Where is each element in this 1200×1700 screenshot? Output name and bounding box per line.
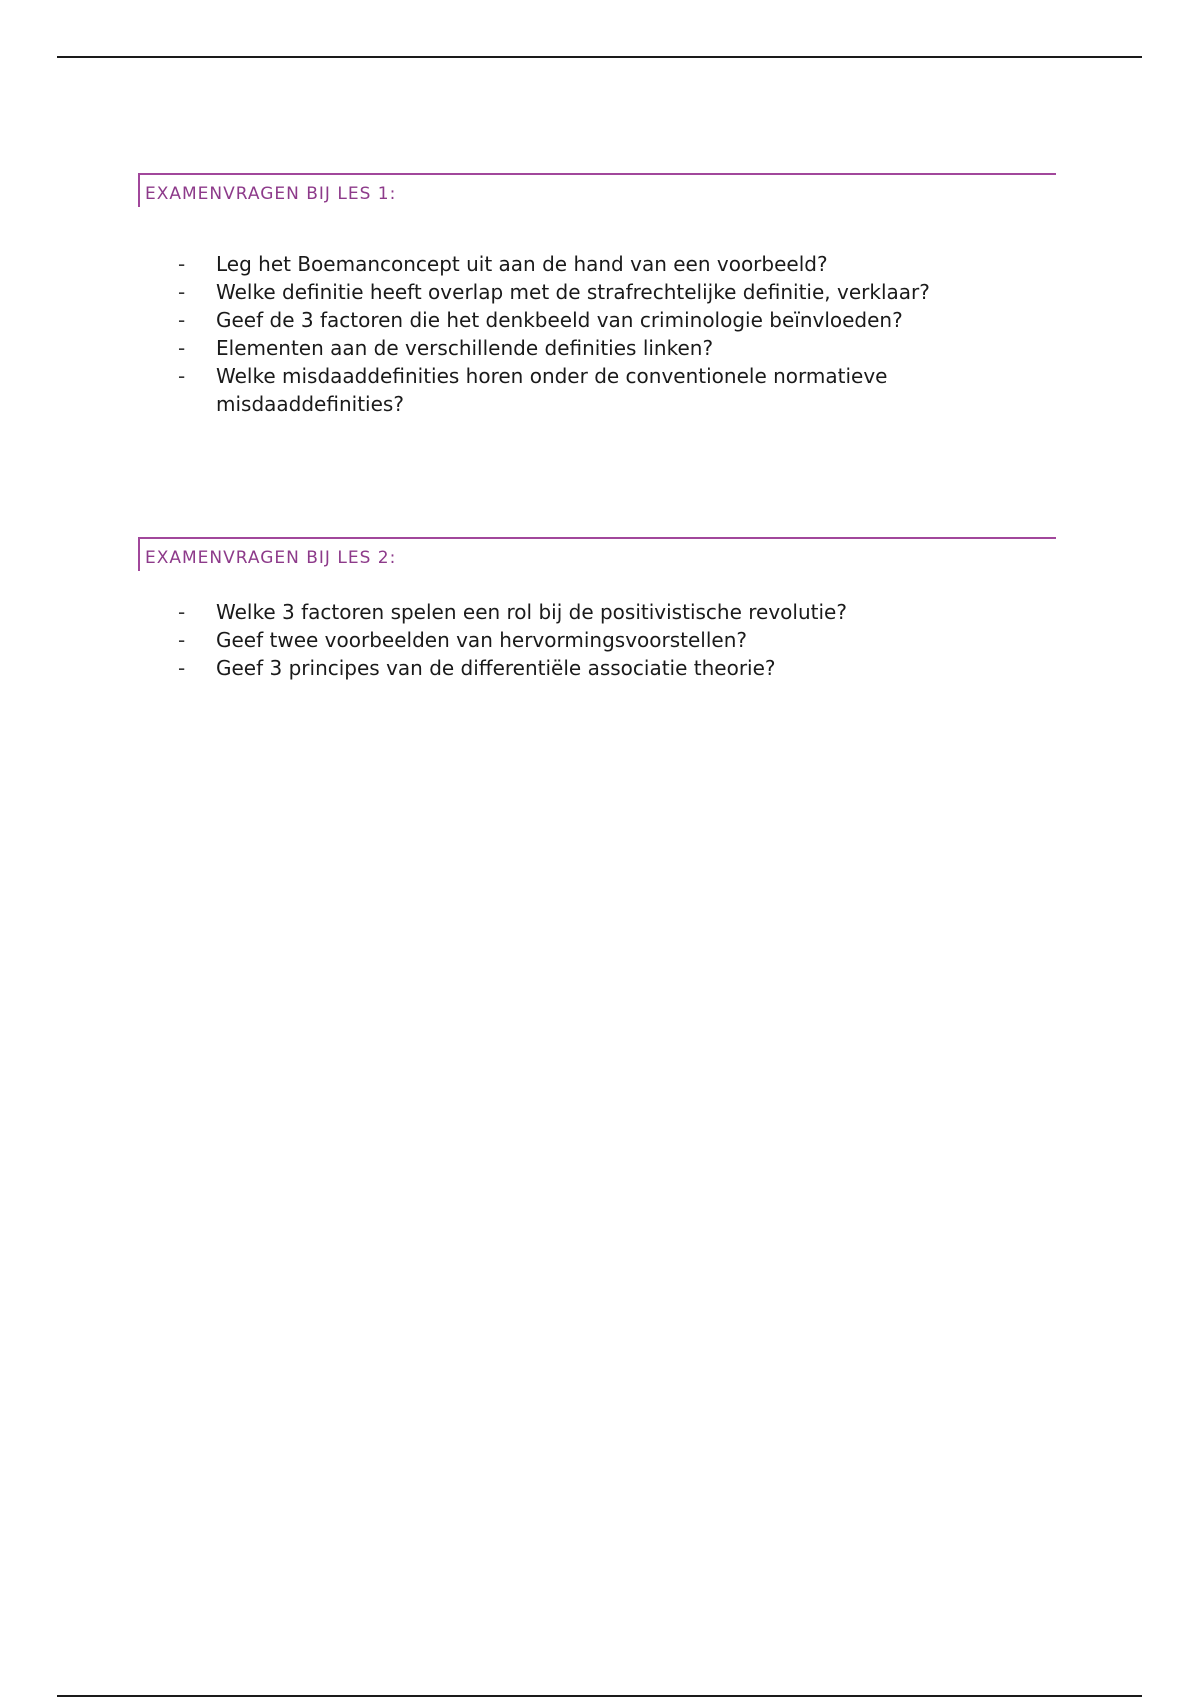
question-text: Welke misdaaddefinities horen onder de conventionele normatieve misdaaddefinities? <box>216 364 888 416</box>
section-heading <box>138 173 1056 207</box>
bullet-dash: - <box>178 336 186 360</box>
bullet-dash: - <box>178 280 186 304</box>
page-bottom-rule <box>57 1695 1142 1697</box>
bullet-dash: - <box>178 656 186 680</box>
section-heading-text: EXAMENVRAGEN BIJ LES 1: <box>145 184 397 204</box>
section-heading <box>138 537 1056 571</box>
bullet-dash: - <box>178 628 186 652</box>
list-item <box>138 598 1036 626</box>
list-item <box>138 278 1036 306</box>
section-les-1 <box>138 173 1056 418</box>
bullet-dash: - <box>178 252 186 276</box>
section-les-2 <box>138 537 1056 682</box>
list-item <box>138 306 1036 334</box>
bullet-dash: - <box>178 308 186 332</box>
list-item <box>138 334 1036 362</box>
question-text: Geef de 3 factoren die het denkbeeld van criminologie beïnvloeden? <box>216 308 903 332</box>
question-text: Elementen aan de verschillende definities linken? <box>216 336 714 360</box>
question-text: Leg het Boemanconcept uit aan de hand van een voorbeeld? <box>216 252 828 276</box>
question-text: Geef twee voorbeelden van hervormingsvoorstellen? <box>216 628 748 652</box>
question-text: Welke definitie heeft overlap met de strafrechtelijke definitie, verklaar? <box>216 280 930 304</box>
list-item <box>138 654 1036 682</box>
list-item <box>138 362 1036 418</box>
list-item <box>138 250 1036 278</box>
bullet-dash: - <box>178 600 186 624</box>
question-text: Welke 3 factoren spelen een rol bij de positivistische revolutie? <box>216 600 847 624</box>
bullet-dash: - <box>178 364 186 388</box>
question-list <box>138 250 1056 418</box>
list-item <box>138 626 1036 654</box>
question-text: Geef 3 principes van de differentiële associatie theorie? <box>216 656 776 680</box>
section-heading-text: EXAMENVRAGEN BIJ LES 2: <box>145 548 397 568</box>
question-list <box>138 598 1056 682</box>
page-top-rule <box>57 56 1142 58</box>
